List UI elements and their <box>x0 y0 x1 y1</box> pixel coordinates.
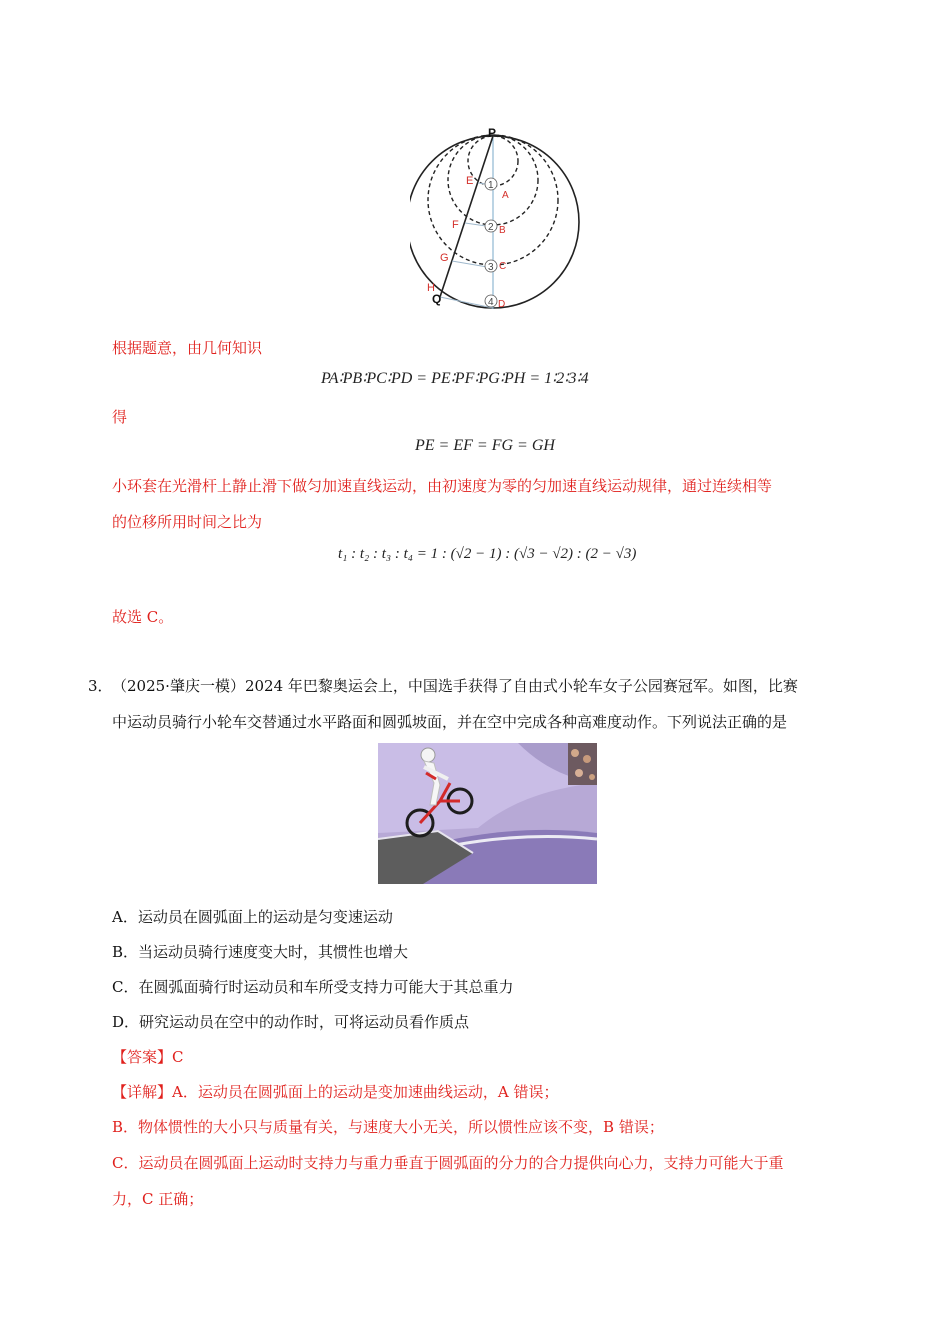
label-c: C <box>499 261 507 272</box>
option-a: A．运动员在圆弧面上的运动是匀变速运动 <box>112 908 393 926</box>
label-b: B <box>499 225 506 236</box>
bmx-photo <box>378 743 597 884</box>
explain-c2: 力，C 正确； <box>112 1190 204 1208</box>
question-number: 3． <box>88 677 113 695</box>
label-e: E <box>466 175 474 187</box>
label-h: H <box>427 282 435 294</box>
equation-segments: PE = EF = FG = GH <box>415 437 555 454</box>
option-b: B．当运动员骑行速度变大时，其惯性也增大 <box>112 943 409 961</box>
label-d: D <box>498 299 506 310</box>
equation-times: t₁ : t₂ : t₃ : t₄ = 1 : (√2 − 1) : (√3 − √2) : (2 − √3) <box>338 546 637 562</box>
solution-line-2: 得 <box>112 408 128 426</box>
explain-a: A．运动员在圆弧面上的运动是变加速曲线运动，A 错误； <box>172 1083 559 1101</box>
answer-value: C <box>172 1048 184 1066</box>
solution-line-3b: 的位移所用时间之比为 <box>112 513 263 531</box>
label-p: P <box>488 126 497 140</box>
question-stem-a: （2025·肇庆一模）2024 年巴黎奥运会上，中国选手获得了自由式小轮车女子公园赛冠军。如图，比赛 <box>112 677 798 695</box>
solution-line-1: 根据题意，由几何知识 <box>112 339 263 357</box>
answer-tag: 【答案】 <box>112 1048 173 1066</box>
label-a: A <box>502 190 509 201</box>
circles-diagram <box>410 125 585 315</box>
explain-a-line <box>112 1082 558 1102</box>
option-c: C．在圆弧面骑行时运动员和车所受支持力可能大于其总重力 <box>112 978 514 996</box>
circle-number-2: 2 <box>488 222 494 233</box>
solution-conclusion: 故选 C。 <box>112 608 174 626</box>
answer-line <box>112 1047 184 1067</box>
label-g: G <box>440 252 449 264</box>
solution-line-3a: 小环套在光滑杆上静止滑下做匀加速直线运动，由初速度为零的匀加速直线运动规律，通过连续相等 <box>112 477 773 495</box>
option-d: D．研究运动员在空中的动作时，可将运动员看作质点 <box>112 1013 470 1031</box>
explain-c1: C．运动员在圆弧面上运动时支持力与重力垂直于圆弧面的分力的合力提供向心力，支持力可能大于重 <box>112 1154 784 1172</box>
equation-ratios: PA∶PB∶PC∶PD = PE∶PF∶PG∶PH = 1∶2∶3∶4 <box>321 370 589 387</box>
circle-number-1: 1 <box>488 180 494 191</box>
label-q: Q <box>432 292 442 306</box>
explain-tag: 【详解】 <box>112 1083 173 1101</box>
chord-pq <box>440 136 493 297</box>
circle-number-3: 3 <box>488 262 494 273</box>
label-f: F <box>452 219 459 231</box>
explain-b: B．物体惯性的大小只与质量有关，与速度大小无关，所以惯性应该不变，B 错误； <box>112 1118 664 1136</box>
circle-number-4: 4 <box>488 297 494 308</box>
question-stem-b: 中运动员骑行小轮车交替通过水平路面和圆弧坡面，并在空中完成各种高难度动作。下列说法正确的是 <box>112 713 788 731</box>
